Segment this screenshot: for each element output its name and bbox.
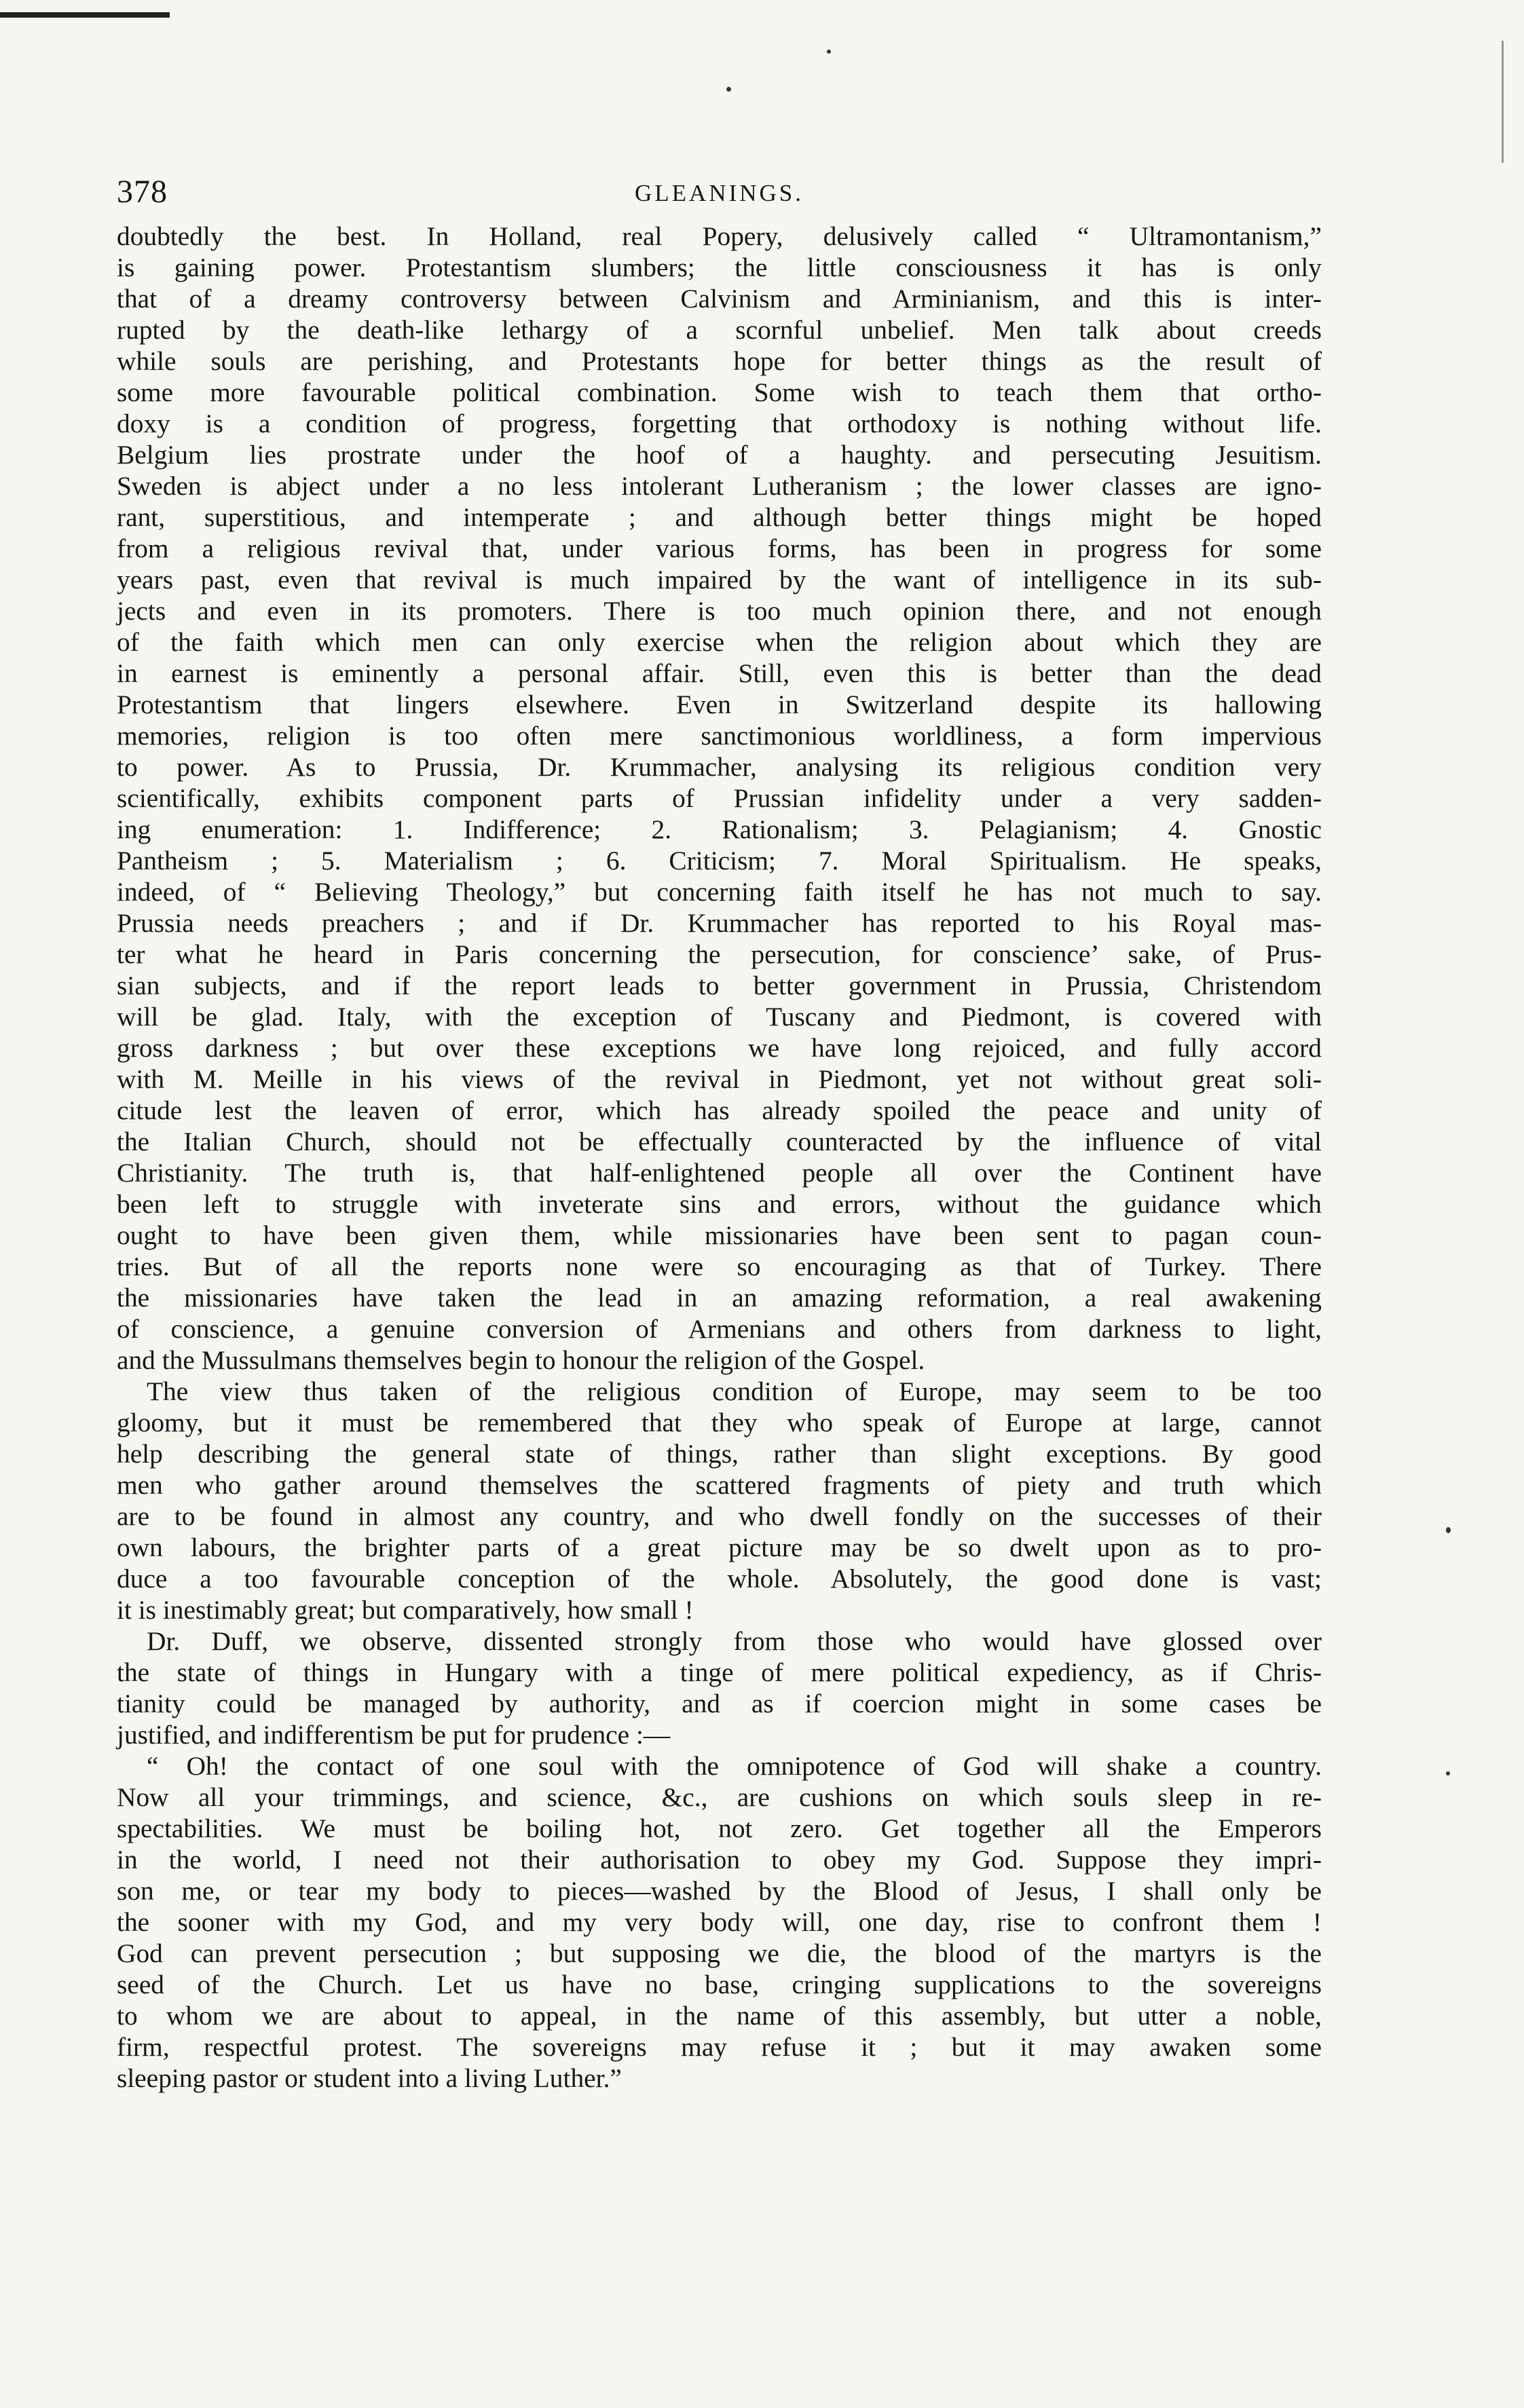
paragraph — [117, 1750, 1322, 2094]
page-edge-marks — [1502, 41, 1508, 163]
text-line: The view thus taken of the religious condition of Europe, may seem to be too — [147, 1376, 1322, 1406]
text-line: Sweden is abject under a no less intolerant Lutheranism ; the lower classes are igno- — [117, 471, 1322, 501]
text-line: sian subjects, and if the report leads to better government in Prussia, Christendom — [117, 971, 1322, 1000]
text-line: rant, superstitious, and intemperate ; and although better things might be hoped — [117, 502, 1322, 532]
text-line: spectabilities. We must be boiling hot, not zero. Get together all the Emperors — [117, 1813, 1322, 1843]
text-line: of the faith which men can only exercise when the religion about which they are — [117, 627, 1322, 657]
text-line: gross darkness ; but over these exceptions we have long rejoiced, and fully accord — [117, 1033, 1322, 1063]
ink-speck — [726, 87, 731, 92]
text-line: Dr. Duff, we observe, dissented strongly from those who would have glossed over — [147, 1626, 1322, 1656]
text-line: the sooner with my God, and my very body will, one day, rise to confront them ! — [117, 1907, 1322, 1937]
running-head — [117, 173, 1322, 221]
ink-speck — [1446, 1527, 1451, 1533]
text-line: scientifically, exhibits component parts of Prussian infidelity under a very sadden- — [117, 783, 1322, 813]
ink-speck — [1446, 1771, 1450, 1775]
text-line: God can prevent persecution ; but supposing we die, the blood of the martyrs is the — [117, 1938, 1322, 1968]
text-line: jects and even in its promoters. There is too much opinion there, and not enough — [117, 596, 1322, 626]
text-line: that of a dreamy controversy between Calvinism and Arminianism, and this is inter- — [117, 284, 1322, 314]
text-line: are to be found in almost any country, and who dwell fondly on the successes of their — [117, 1501, 1322, 1531]
text-line: in the world, I need not their authorisation to obey my God. Suppose they impri- — [117, 1845, 1322, 1875]
text-line: to power. As to Prussia, Dr. Krummacher, analysing its religious condition very — [117, 752, 1322, 782]
text-line: memories, religion is too often mere sanctimonious worldliness, a form impervious — [117, 721, 1322, 751]
text-line: citude lest the leaven of error, which has already spoiled the peace and unity of — [117, 1095, 1322, 1125]
text-line: doubtedly the best. In Holland, real Popery, delusively called “ Ultramontanism,” — [117, 221, 1322, 251]
page-number: 378 — [117, 174, 168, 210]
text-line: it is inestimably great; but comparatively, how small ! — [117, 1595, 694, 1625]
text-line: seed of the Church. Let us have no base, cringing supplications to the sovereigns — [117, 1970, 1322, 1999]
text-line: firm, respectful protest. The sovereigns may refuse it ; but it may awaken some — [117, 2032, 1322, 2062]
text-line: tries. But of all the reports none were so encouraging as that of Turkey. There — [117, 1252, 1322, 1281]
text-line: ought to have been given them, while missionaries have been sent to pagan coun- — [117, 1220, 1322, 1250]
text-line: the missionaries have taken the lead in an amazing reformation, a real awakening — [117, 1283, 1322, 1313]
text-line: of conscience, a genuine conversion of Armenians and others from darkness to light, — [117, 1314, 1322, 1344]
text-line: with M. Meille in his views of the revival in Piedmont, yet not without great soli- — [117, 1064, 1322, 1094]
running-title: GLEANINGS. — [634, 180, 804, 206]
text-line: Now all your trimmings, and science, &c., are cushions on which souls sleep in re- — [117, 1782, 1322, 1812]
text-line: will be glad. Italy, with the exception of Tuscany and Piedmont, is covered with — [117, 1002, 1322, 1032]
text-line: the Italian Church, should not be effectually counteracted by the influence of vital — [117, 1127, 1322, 1156]
text-line: “ Oh! the contact of one soul with the omnipotence of God will shake a country. — [147, 1751, 1322, 1781]
text-line: to whom we are about to appeal, in the name of this assembly, but utter a noble, — [117, 2001, 1322, 2031]
text-line: Belgium lies prostrate under the hoof of a haughty. and persecuting Jesuitism. — [117, 440, 1322, 470]
text-line: justified, and indifferentism be put for prudence :— — [117, 1720, 671, 1750]
text-line: Prussia needs preachers ; and if Dr. Krummacher has reported to his Royal mas- — [117, 908, 1322, 938]
text-line: some more favourable political combination. Some wish to teach them that ortho- — [117, 377, 1322, 407]
text-line: gloomy, but it must be remembered that they who speak of Europe at large, cannot — [117, 1408, 1322, 1437]
text-line: own labours, the brighter parts of a great picture may be so dwelt upon as to pro- — [117, 1532, 1322, 1562]
text-line: ing enumeration: 1. Indifference; 2. Rationalism; 3. Pelagianism; 4. Gnostic — [117, 814, 1322, 844]
text-line: from a religious revival that, under various forms, has been in progress for some — [117, 533, 1322, 563]
text-line: is gaining power. Protestantism slumbers; the little consciousness it has is only — [117, 252, 1322, 282]
text-line: Christianity. The truth is, that half-enlightened people all over the Continent have — [117, 1158, 1322, 1188]
text-line: ter what he heard in Paris concerning the persecution, for conscience’ sake, of Prus- — [117, 939, 1322, 969]
text-line: years past, even that revival is much impaired by the want of intelligence in its sub- — [117, 565, 1322, 595]
paragraph — [117, 1376, 1322, 1625]
text-line: indeed, of “ Believing Theology,” but concerning faith itself he has not much to say. — [117, 877, 1322, 907]
top-edge-rule — [0, 12, 170, 18]
text-line: sleeping pastor or student into a living Luther.” — [117, 2063, 622, 2093]
ink-speck — [827, 50, 831, 54]
text-line: help describing the general state of things, rather than slight exceptions. By good — [117, 1439, 1322, 1469]
text-line: son me, or tear my body to pieces—washed by the Blood of Jesus, I shall only be — [117, 1876, 1322, 1906]
text-line: men who gather around themselves the scattered fragments of piety and truth which — [117, 1470, 1322, 1500]
text-line: while souls are perishing, and Protestants hope for better things as the result of — [117, 346, 1322, 376]
text-line: Protestantism that lingers elsewhere. Even in Switzerland despite its hallowing — [117, 690, 1322, 719]
text-line: Pantheism ; 5. Materialism ; 6. Criticism; 7. Moral Spiritualism. He speaks, — [117, 846, 1322, 876]
text-line: been left to struggle with inveterate sins and errors, without the guidance which — [117, 1189, 1322, 1219]
text-line: duce a too favourable conception of the whole. Absolutely, the good done is vast; — [117, 1564, 1322, 1594]
paragraph — [117, 1625, 1322, 1750]
paragraph — [117, 221, 1322, 1376]
text-line: in earnest is eminently a personal affair. Still, even this is better than the dead — [117, 658, 1322, 688]
body-text — [117, 221, 1322, 2094]
text-line: and the Mussulmans themselves begin to honour the religion of the Gospel. — [117, 1345, 925, 1375]
text-line: rupted by the death-like lethargy of a scornful unbelief. Men talk about creeds — [117, 315, 1322, 345]
book-page — [117, 173, 1322, 2094]
text-line: tianity could be managed by authority, and as if coercion might in some cases be — [117, 1689, 1322, 1718]
text-line: the state of things in Hungary with a tinge of mere political expediency, as if Chris- — [117, 1657, 1322, 1687]
text-line: doxy is a condition of progress, forgetting that orthodoxy is nothing without life. — [117, 409, 1322, 438]
